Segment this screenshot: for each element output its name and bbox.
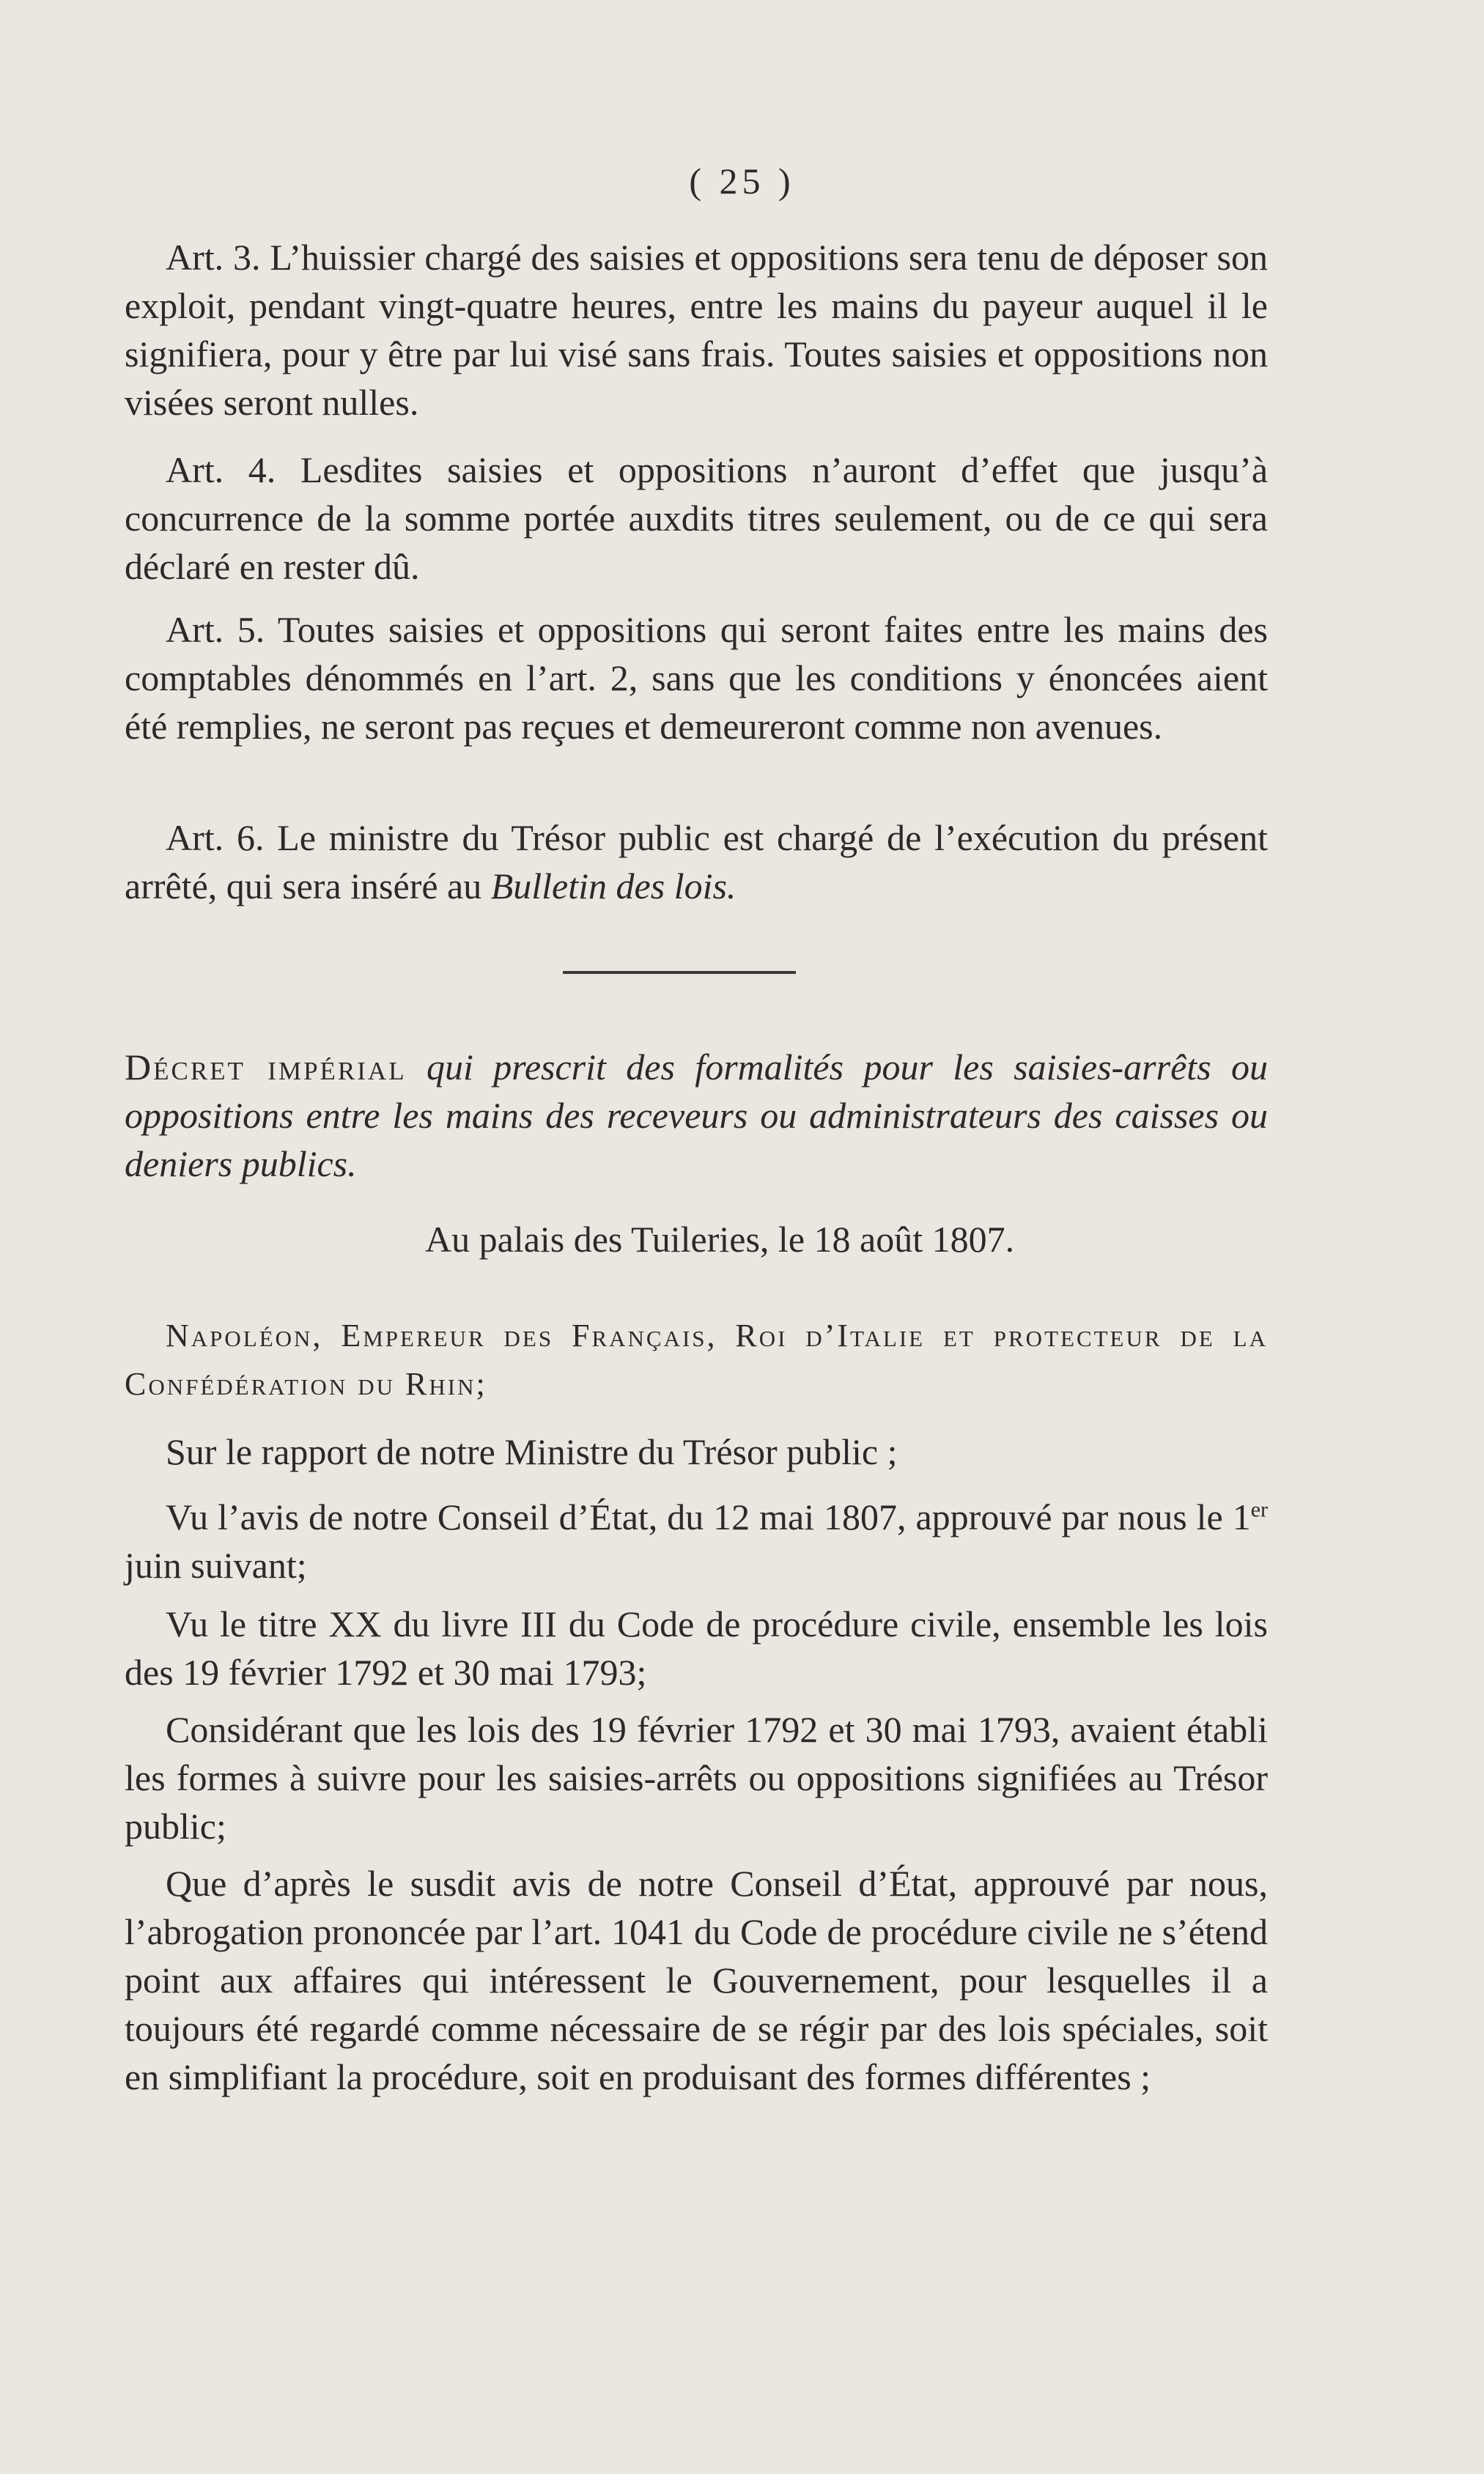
dateline: Au palais des Tuileries, le 18 août 1807.: [425, 1219, 1015, 1260]
decree-subject: qui prescrit des formalités pour les saisies-arrêts ou oppositions entre les mains des receveurs ou administrateurs des caisses ou deniers publics.: [125, 1046, 1269, 1184]
titulary: [125, 1312, 1268, 1408]
article-text: Lesdites saisies et oppositions n’auront d’effet que jusqu’à concurrence de la somme portée auxdits titres seulement, ou de ce qui sera déclaré en rester dû.: [125, 449, 1269, 587]
paragraph-text: Considérant que les lois des 19 février 1792 et 30 mai 1793, avaient établi les formes à suivre pour les saisies-arrêts ou oppositions signifiées au Trésor public;: [125, 1709, 1268, 1847]
article-label: Art. 3.: [166, 237, 261, 278]
article-4: [125, 446, 1268, 591]
article-6: [125, 813, 1268, 910]
decree-heading: [125, 1043, 1268, 1188]
decree-title: Décret impérial: [125, 1046, 407, 1088]
article-label: Art. 5.: [166, 609, 265, 650]
paragraph-text: Que d’après le susdit avis de notre Conseil d’État, approuvé par nous, l’abrogation prononcée par l’art. 1041 du Code de procédure civile ne s’étend point aux affaires qui intéressent le Gouvernement, pour lesquelles il a toujours été regardé comme nécessaire de se régir par des lois spéciales, soit en simplifiant la procédure, soit en produisant des formes différentes ;: [125, 1863, 1268, 2097]
paragraph-text: Sur le rapport de notre Ministre du Trésor public ;: [166, 1431, 898, 1472]
paragraph-4: [125, 1705, 1268, 1850]
paragraph-text: Vu l’avis de notre Conseil d’État, du 12 mai 1807, approuvé par nous le: [166, 1496, 1223, 1537]
article-3: [125, 233, 1268, 427]
paragraph-2: Vu l’avis de notre Conseil d’État, du 12 mai 1807, approuvé par nous le 1er juin suivant;: [125, 1496, 1269, 1586]
article-5: [125, 605, 1268, 750]
paragraph-5: [125, 1859, 1268, 2101]
paragraph-1: [125, 1428, 1268, 1476]
paragraph-text: Vu le titre XX du livre III du Code de procédure civile, ensemble les lois des 19 février 1792 et 30 mai 1793;: [125, 1603, 1268, 1693]
article-label: Art. 4.: [166, 449, 276, 490]
paragraph-3: [125, 1600, 1268, 1696]
article-text: Le ministre du Trésor public est chargé de l’exécution du présent arrêté, qui sera inséré au: [125, 817, 1269, 906]
article-text: L’huissier chargé des saisies et oppositions sera tenu de déposer son exploit, pendant vingt-quatre heures, entre les mains du payeur auquel il le signifiera, pour y être par lui visé sans frais. Toutes saisies et oppositions non visées seront nulles.: [125, 237, 1268, 423]
article-text: Toutes saisies et oppositions qui seront faites entre les mains des comptables dénommés en l’art. 2, sans que les conditions y énoncées aient été remplies, ne seront pas reçues et demeureront comme non avenues.: [125, 609, 1268, 747]
article-label: Art. 6.: [166, 817, 265, 858]
bulletin-title: Bulletin des lois.: [490, 865, 737, 906]
superscript-er: er: [1250, 1497, 1269, 1522]
page-number: ( 25 ): [689, 160, 795, 202]
section-divider: [563, 971, 796, 974]
emperor-titles: Napoléon, Empereur des Français, Roi d’Italie et protecteur de la Confédération du Rhin;: [125, 1318, 1268, 1402]
